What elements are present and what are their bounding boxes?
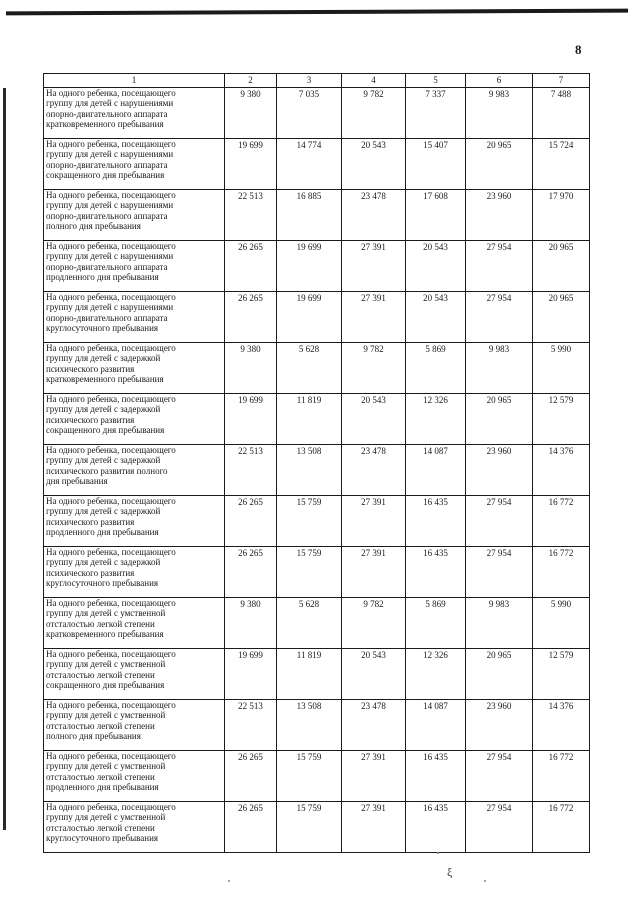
description-line: круглосуточного пребывания [46, 833, 159, 844]
value-cell: 20 543 [406, 292, 466, 343]
row-description [44, 445, 225, 496]
description-line: опорно-двигательного аппарата [46, 261, 168, 272]
description-line: группу для детей с задержкой [46, 404, 161, 415]
description-line: сокращенного дня пребывания [46, 170, 165, 181]
value-cell: 9 983 [466, 88, 533, 139]
value-cell: 23 960 [466, 190, 533, 241]
value-cell: 27 954 [466, 547, 533, 598]
value-cell: 11 819 [277, 649, 342, 700]
value-cell: 26 265 [225, 751, 277, 802]
value-cell: 22 513 [225, 190, 277, 241]
table-row [44, 88, 590, 139]
description-line: отсталостью легкой степени [46, 618, 155, 629]
value-cell: 22 513 [225, 700, 277, 751]
table-row [44, 445, 590, 496]
table-header-row [44, 74, 590, 88]
scan-speck [228, 880, 230, 882]
value-cell: 16 435 [406, 547, 466, 598]
value-cell: 9 782 [342, 598, 406, 649]
value-cell: 16 772 [533, 751, 590, 802]
value-cell: 27 954 [466, 241, 533, 292]
table-row [44, 139, 590, 190]
description-line: психического развития полного [46, 465, 168, 476]
description-line: На одного ребенка, посещающего [46, 292, 176, 302]
description-line: На одного ребенка, посещающего [46, 649, 176, 659]
description-line: На одного ребенка, посещающего [46, 241, 176, 251]
row-description [44, 394, 225, 445]
row-description [44, 751, 225, 802]
description-line: кратковременного пребывания [46, 119, 164, 130]
value-cell: 17 970 [533, 190, 590, 241]
value-cell: 15 759 [277, 751, 342, 802]
value-cell: 13 508 [277, 700, 342, 751]
description-line: опорно-двигательного аппарата [46, 210, 168, 221]
value-cell: 16 772 [533, 496, 590, 547]
value-cell: 5 869 [406, 343, 466, 394]
description-line: психического развития [46, 567, 135, 578]
description-line: круглосуточного пребывания [46, 578, 159, 589]
row-description [44, 343, 225, 394]
value-cell: 20 543 [342, 649, 406, 700]
top-border-rule [6, 9, 628, 16]
value-cell: 27 954 [466, 292, 533, 343]
value-cell: 9 380 [225, 343, 277, 394]
tariff-table [43, 73, 590, 853]
description-line: На одного ребенка, посещающего [46, 139, 176, 149]
value-cell: 27 391 [342, 802, 406, 853]
row-description [44, 139, 225, 190]
value-cell: 5 628 [277, 343, 342, 394]
value-cell: 5 990 [533, 598, 590, 649]
scan-speck [437, 852, 439, 854]
value-cell: 27 954 [466, 802, 533, 853]
value-cell: 16 435 [406, 751, 466, 802]
column-header: 7 [533, 74, 590, 88]
value-cell: 9 380 [225, 88, 277, 139]
description-line: группу для детей с задержкой [46, 506, 161, 517]
value-cell: 16 435 [406, 496, 466, 547]
value-cell: 20 543 [342, 139, 406, 190]
description-line: группу для детей с умственной [46, 608, 166, 619]
column-header: 4 [342, 74, 406, 88]
value-cell: 19 699 [277, 292, 342, 343]
description-line: На одного ребенка, посещающего [46, 700, 176, 710]
value-cell: 20 965 [533, 292, 590, 343]
table-row [44, 343, 590, 394]
value-cell: 11 819 [277, 394, 342, 445]
column-header: 5 [406, 74, 466, 88]
value-cell: 15 407 [406, 139, 466, 190]
value-cell: 27 391 [342, 241, 406, 292]
value-cell: 16 772 [533, 547, 590, 598]
value-cell: 14 376 [533, 700, 590, 751]
table-row [44, 241, 590, 292]
row-description [44, 598, 225, 649]
row-description [44, 547, 225, 598]
description-line: На одного ребенка, посещающего [46, 88, 176, 98]
description-line: полного дня пребывания [46, 731, 141, 742]
value-cell: 19 699 [277, 241, 342, 292]
column-header: 3 [277, 74, 342, 88]
description-line: психического развития [46, 363, 135, 374]
left-margin-rule [3, 88, 6, 830]
value-cell: 17 608 [406, 190, 466, 241]
value-cell: 27 954 [466, 751, 533, 802]
value-cell: 9 782 [342, 88, 406, 139]
value-cell: 15 724 [533, 139, 590, 190]
value-cell: 20 965 [466, 394, 533, 445]
value-cell: 14 376 [533, 445, 590, 496]
value-cell: 5 869 [406, 598, 466, 649]
description-line: опорно-двигательного аппарата [46, 159, 168, 170]
value-cell: 27 391 [342, 751, 406, 802]
value-cell: 15 759 [277, 496, 342, 547]
value-cell: 27 391 [342, 292, 406, 343]
value-cell: 26 265 [225, 292, 277, 343]
value-cell: 7 035 [277, 88, 342, 139]
value-cell: 20 543 [342, 394, 406, 445]
value-cell: 12 326 [406, 649, 466, 700]
value-cell: 19 699 [225, 649, 277, 700]
value-cell: 20 543 [406, 241, 466, 292]
description-line: На одного ребенка, посещающего [46, 802, 176, 812]
value-cell: 27 391 [342, 496, 406, 547]
page-number: 8 [575, 42, 582, 57]
description-line: полного дня пребывания [46, 221, 141, 232]
table-row [44, 649, 590, 700]
description-line: группу для детей с задержкой [46, 455, 161, 466]
table-row [44, 394, 590, 445]
row-description [44, 802, 225, 853]
value-cell: 9 983 [466, 598, 533, 649]
description-line: сокращенного дня пребывания [46, 680, 165, 691]
value-cell: 9 380 [225, 598, 277, 649]
description-line: дня пребывания [46, 476, 108, 487]
value-cell: 7 337 [406, 88, 466, 139]
description-line: группу для детей с нарушениями [46, 149, 174, 160]
value-cell: 23 478 [342, 445, 406, 496]
row-description [44, 190, 225, 241]
value-cell: 27 391 [342, 547, 406, 598]
description-line: группу для детей с нарушениями [46, 98, 174, 109]
value-cell: 16 435 [406, 802, 466, 853]
value-cell: 16 772 [533, 802, 590, 853]
value-cell: 9 983 [466, 343, 533, 394]
description-line: На одного ребенка, посещающего [46, 394, 176, 404]
scan-speck [484, 880, 486, 882]
description-line: круглосуточного пребывания [46, 323, 159, 334]
description-line: группу для детей с нарушениями [46, 251, 174, 262]
description-line: На одного ребенка, посещающего [46, 547, 176, 557]
value-cell: 14 774 [277, 139, 342, 190]
description-line: сокращенного дня пребывания [46, 425, 165, 436]
description-line: На одного ребенка, посещающего [46, 496, 176, 506]
value-cell: 14 087 [406, 445, 466, 496]
value-cell: 15 759 [277, 802, 342, 853]
value-cell: 19 699 [225, 394, 277, 445]
column-header: 2 [225, 74, 277, 88]
row-description [44, 649, 225, 700]
value-cell: 9 782 [342, 343, 406, 394]
description-line: На одного ребенка, посещающего [46, 751, 176, 761]
table-row [44, 802, 590, 853]
value-cell: 5 990 [533, 343, 590, 394]
description-line: опорно-двигательного аппарата [46, 312, 168, 323]
description-line: группу для детей с задержкой [46, 353, 161, 364]
description-line: На одного ребенка, посещающего [46, 343, 176, 353]
value-cell: 26 265 [225, 802, 277, 853]
value-cell: 22 513 [225, 445, 277, 496]
description-line: группу для детей с задержкой [46, 557, 161, 568]
value-cell: 23 478 [342, 190, 406, 241]
value-cell: 27 954 [466, 496, 533, 547]
footer-mark: ξ [447, 865, 453, 879]
value-cell: 7 488 [533, 88, 590, 139]
value-cell: 20 965 [466, 649, 533, 700]
description-line: отсталостью легкой степени [46, 822, 155, 833]
description-line: группу для детей с умственной [46, 812, 166, 823]
row-description [44, 700, 225, 751]
row-description [44, 241, 225, 292]
description-line: кратковременного пребывания [46, 374, 164, 385]
row-description [44, 88, 225, 139]
table-row [44, 700, 590, 751]
description-line: отсталостью легкой степени [46, 720, 155, 731]
description-line: группу для детей с нарушениями [46, 302, 174, 313]
value-cell: 5 628 [277, 598, 342, 649]
value-cell: 23 478 [342, 700, 406, 751]
value-cell: 15 759 [277, 547, 342, 598]
table-row [44, 598, 590, 649]
table-row [44, 751, 590, 802]
description-line: отсталостью легкой степени [46, 669, 155, 680]
value-cell: 26 265 [225, 496, 277, 547]
value-cell: 23 960 [466, 445, 533, 496]
value-cell: 19 699 [225, 139, 277, 190]
value-cell: 16 885 [277, 190, 342, 241]
description-line: На одного ребенка, посещающего [46, 598, 176, 608]
table-row [44, 547, 590, 598]
table-body [44, 88, 590, 853]
value-cell: 26 265 [225, 241, 277, 292]
value-cell: 12 579 [533, 649, 590, 700]
description-line: психического развития [46, 516, 135, 527]
value-cell: 23 960 [466, 700, 533, 751]
column-header: 1 [44, 74, 225, 88]
description-line: кратковременного пребывания [46, 629, 164, 640]
table-row [44, 496, 590, 547]
value-cell: 26 265 [225, 547, 277, 598]
description-line: На одного ребенка, посещающего [46, 445, 176, 455]
value-cell: 14 087 [406, 700, 466, 751]
tariff-table-container [43, 73, 589, 853]
description-line: группу для детей с нарушениями [46, 200, 174, 211]
value-cell: 20 965 [533, 241, 590, 292]
description-line: группу для детей с умственной [46, 659, 166, 670]
value-cell: 13 508 [277, 445, 342, 496]
description-line: психического развития [46, 414, 135, 425]
description-line: продленного дня пребывания [46, 272, 159, 283]
description-line: На одного ребенка, посещающего [46, 190, 176, 200]
value-cell: 20 965 [466, 139, 533, 190]
value-cell: 12 326 [406, 394, 466, 445]
description-line: продленного дня пребывания [46, 782, 159, 793]
description-line: отсталостью легкой степени [46, 771, 155, 782]
table-row [44, 292, 590, 343]
row-description [44, 292, 225, 343]
description-line: группу для детей с умственной [46, 710, 166, 721]
description-line: опорно-двигательного аппарата [46, 108, 168, 119]
column-header: 6 [466, 74, 533, 88]
table-row [44, 190, 590, 241]
row-description [44, 496, 225, 547]
description-line: продленного дня пребывания [46, 527, 159, 538]
description-line: группу для детей с умственной [46, 761, 166, 772]
value-cell: 12 579 [533, 394, 590, 445]
